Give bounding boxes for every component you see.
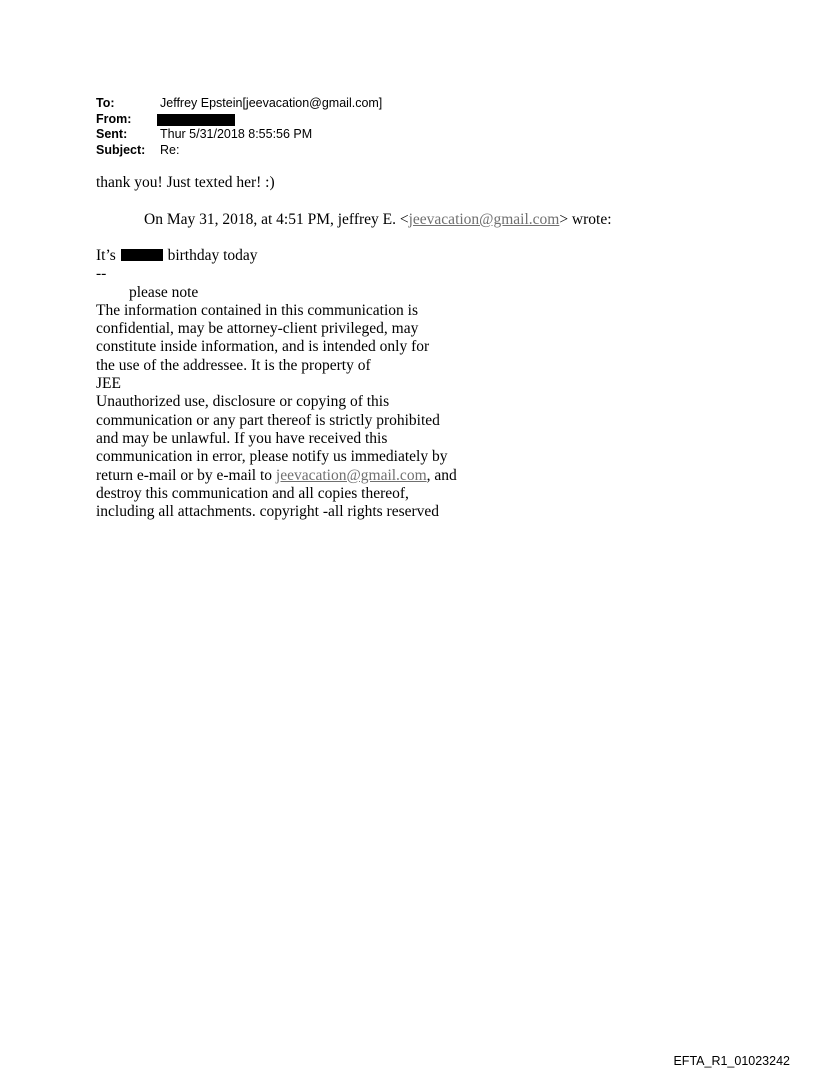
quote-email-link[interactable]: jeevacation@gmail.com xyxy=(408,211,560,228)
disclaimer-line: communication or any part thereof is strictly prohibited xyxy=(96,411,440,429)
document-id: EFTA_R1_01023242 xyxy=(673,1054,790,1068)
from-label: From: xyxy=(96,111,132,126)
message-greeting: thank you! Just texted her! :) xyxy=(96,174,275,191)
disclaimer-line: Unauthorized use, disclosure or copying of this xyxy=(96,393,390,411)
sent-label: Sent: xyxy=(96,127,128,141)
quote-header xyxy=(144,211,612,229)
notify-line xyxy=(96,467,457,485)
quoted-message xyxy=(96,247,457,521)
to-value: Jeffrey Epstein[jeevacation@gmail.com] xyxy=(160,96,383,110)
disclaimer-line: and may be unlawful. If you have received this xyxy=(96,429,388,447)
notify-email-link[interactable]: jeevacation@gmail.com xyxy=(275,466,427,484)
notify-prefix: return e-mail or by e-mail to xyxy=(96,466,276,484)
disclaimer-line: communication in error, please notify us immediately by xyxy=(96,448,448,466)
redaction-box xyxy=(121,249,163,261)
quote-intro: On May 31, 2018, at 4:51 PM, jeffrey E. < xyxy=(144,211,409,228)
sent-value: Thur 5/31/2018 8:55:56 PM xyxy=(160,127,313,141)
disclaimer-line: confidential, may be attorney-client privileged, may xyxy=(96,320,419,338)
closing-line: including all attachments. copyright -all rights reserved xyxy=(96,503,440,521)
signature-separator: -- xyxy=(96,265,107,283)
birthday-suffix: birthday today xyxy=(167,247,258,264)
disclaimer-line: constitute inside information, and is intended only for xyxy=(96,338,430,356)
closing-line: destroy this communication and all copies thereof, xyxy=(96,484,409,502)
disclaimer-line: the use of the addressee. It is the property of xyxy=(96,356,371,374)
note-title: please note xyxy=(129,283,199,301)
to-label: To: xyxy=(96,96,115,110)
birthday-line xyxy=(96,247,457,265)
subject-label: Subject: xyxy=(96,142,146,157)
notify-suffix: , and xyxy=(426,466,457,484)
subject-value: Re: xyxy=(160,142,180,157)
birthday-prefix: It’s xyxy=(96,247,116,264)
disclaimer-line: The information contained in this communication is xyxy=(96,301,418,319)
redaction-box xyxy=(157,114,235,126)
quote-suffix: > wrote: xyxy=(559,211,612,228)
disclaimer-line: JEE xyxy=(96,375,121,393)
